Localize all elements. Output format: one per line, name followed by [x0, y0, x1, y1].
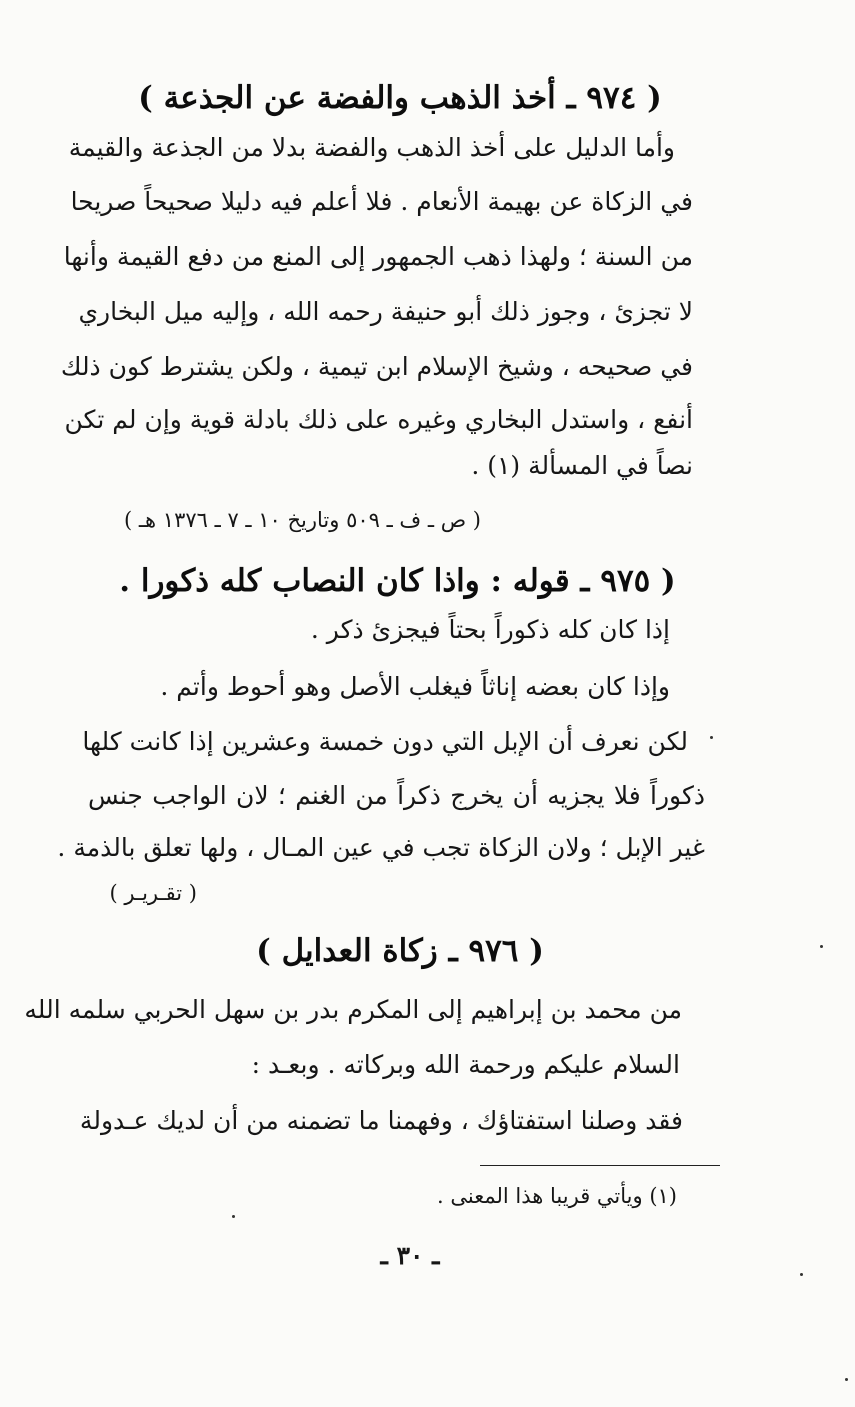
text-line: غير الإبل ؛ ولان الزكاة تجب في عين المـال ، ولها تعلق بالذمة .	[57, 833, 705, 862]
text-line: لكن نعرف أن الإبل التي دون خمسة وعشرين إذا كانت كلها	[82, 727, 688, 756]
scan-speck	[232, 1215, 235, 1218]
scan-speck	[800, 1273, 803, 1276]
scan-speck	[845, 1378, 848, 1381]
text-line: إذا كان كله ذكوراً بحتاً فيجزئ ذكر .	[310, 615, 670, 644]
section-heading: ( ٩٧٦ ـ زكاة العدايل )	[256, 933, 544, 969]
source-reference: ( ص ـ ف ـ ٥٠٩ وتاريخ ١٠ ـ ٧ ـ ١٣٧٦ هـ )	[124, 508, 481, 532]
text-line: من محمد بن إبراهيم إلى المكرم بدر بن سهل الحربي سلمه الله	[24, 995, 682, 1024]
source-reference: ( تقـريـر )	[109, 881, 197, 905]
text-line: في صحيحه ، وشيخ الإسلام ابن تيمية ، ولكن يشترط كون ذلك	[60, 352, 693, 381]
text-line: وإذا كان بعضه إناثاً فيغلب الأصل وهو أحوط وأتم .	[160, 672, 670, 701]
text-line: نصاً في المسألة (١) .	[471, 451, 693, 480]
scan-speck	[710, 736, 713, 739]
footnote-divider	[480, 1165, 720, 1166]
section-heading: ( ٩٧٥ ـ قوله : واذا كان النصاب كله ذكورا .	[119, 563, 676, 599]
section-heading: ( ٩٧٤ ـ أخذ الذهب والفضة عن الجذعة )	[138, 80, 662, 116]
text-line: فقد وصلنا استفتاؤك ، وفهمنا ما تضمنه من أن لديك عـدولة	[79, 1106, 683, 1135]
text-line: وأما الدليل على أخذ الذهب والفضة بدلا من الجذعة والقيمة	[68, 133, 675, 162]
text-line: لا تجزئ ، وجوز ذلك أبو حنيفة رحمه الله ، وإليه ميل البخاري	[78, 297, 693, 326]
text-line: أنفع ، واستدل البخاري وغيره على ذلك بادلة قوية وإن لم تكن	[64, 405, 693, 434]
scan-speck	[820, 945, 823, 948]
text-line: في الزكاة عن بهيمة الأنعام . فلا أعلم فيه دليلا صحيحاً صريحا	[70, 187, 693, 216]
text-line: من السنة ؛ ولهذا ذهب الجمهور إلى المنع من دفع القيمة وأنها	[63, 242, 693, 271]
page-number: ـ ٣٠ ـ	[380, 1241, 440, 1270]
text-line: السلام عليكم ورحمة الله وبركاته . وبعـد :	[251, 1050, 680, 1079]
text-line: ذكوراً فلا يجزيه أن يخرج ذكراً من الغنم ؛ لان الواجب جنس	[88, 781, 705, 810]
footnote: (١) ويأتي قريبا هذا المعنى .	[437, 1184, 677, 1208]
